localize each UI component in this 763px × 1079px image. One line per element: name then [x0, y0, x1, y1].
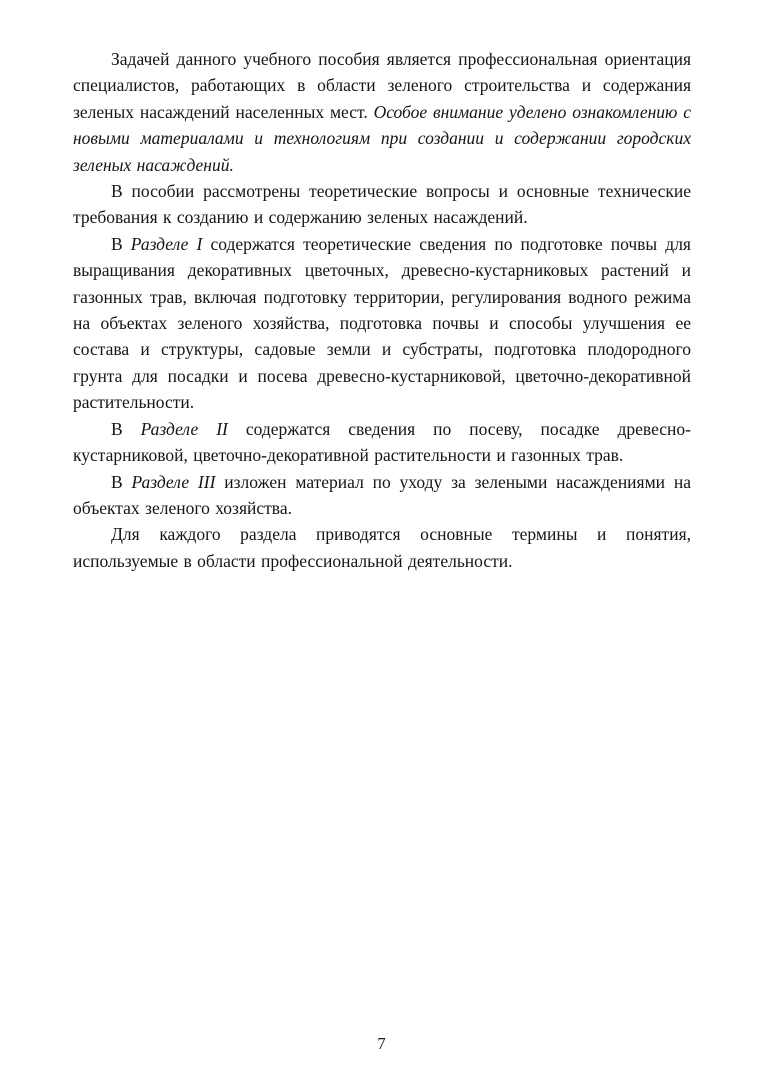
- paragraph: [73, 521, 691, 574]
- paragraph-segment-italic: Разделе II: [140, 418, 228, 439]
- paragraph-segment: В: [111, 471, 132, 492]
- paragraph-segment-italic: Разделе I: [130, 233, 203, 254]
- paragraph-segment: содержатся теоретические сведения по подготовке почвы для выращивания декоративных цветочных, древесно-кустарниковых растений и газонных трав, включая подготовку территории, регулирования водного режима на объектах зеленого хозяйства, подготовка почвы и способы улучшения ее состава и структуры, садовые земли и субстраты, подготовка плодородного грунта для посадки и посева древесно-кустарниковой, цветочно-декоративной растительности.: [73, 233, 691, 413]
- paragraph-segment: Задачей данного учебного пособия является профессиональная ориентация специалистов, работающих в области зеленого строительства и содержания зеленых насаждений населенных мест.: [73, 49, 691, 122]
- paragraph-segment-italic: Особое внимание уделено ознакомлению с новыми материалами и технологиям при создании и содержании городских зеленых насаждений.: [73, 101, 691, 175]
- paragraph-segment: Для каждого раздела приводятся основные термины и понятия, используемые в области профессиональной деятельности.: [73, 524, 691, 571]
- paragraph: [73, 46, 691, 178]
- page-text: [73, 46, 691, 574]
- paragraph: [73, 416, 691, 469]
- paragraph-segment: В: [111, 418, 141, 439]
- paragraph: [73, 469, 691, 522]
- paragraph-segment: содержатся сведения по посеву, посадке древесно-кустарниковой, цветочно-декоративной растительности и газонных трав.: [73, 418, 691, 466]
- paragraph: [73, 231, 691, 416]
- paragraph-segment: В пособии рассмотрены теоретические вопросы и основные технические требования к созданию и содержанию зеленых насаждений.: [73, 181, 691, 228]
- paragraph: [73, 178, 691, 231]
- paragraph-segment-italic: Разделе III: [131, 471, 216, 492]
- paragraph-segment: изложен материал по уходу за зелеными насаждениями на объектах зеленого хозяйства.: [73, 471, 691, 518]
- paragraph-segment: В: [111, 233, 131, 254]
- page-number: 7: [377, 1034, 386, 1053]
